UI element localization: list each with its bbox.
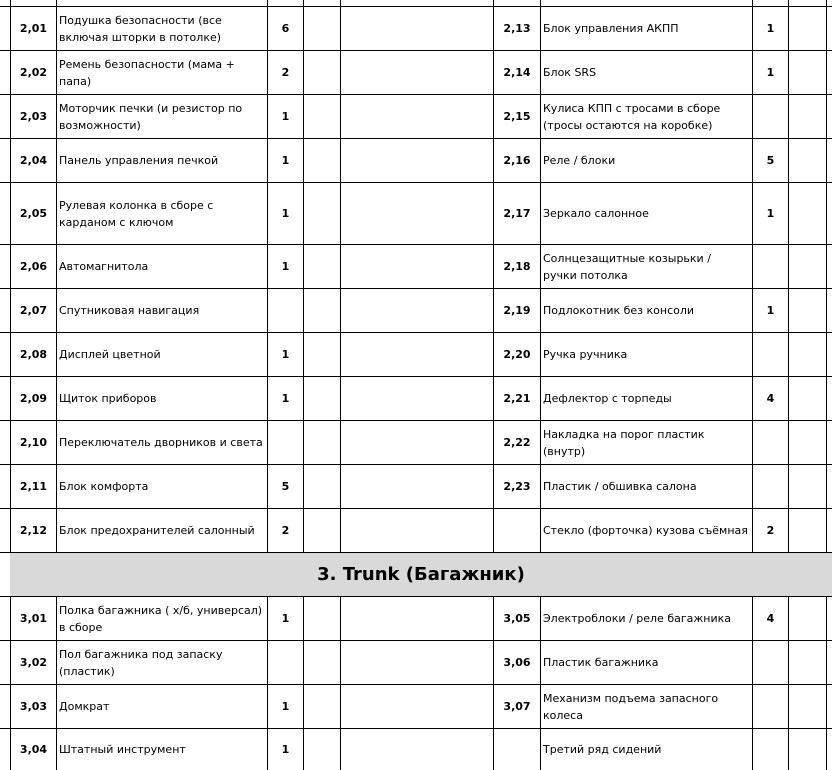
right-item-qty[interactable] bbox=[753, 139, 788, 182]
left-item-qty[interactable] bbox=[268, 7, 303, 50]
left-empty-cell[interactable] bbox=[304, 7, 340, 50]
left-empty-cell[interactable] bbox=[304, 139, 340, 182]
left-item-number[interactable] bbox=[11, 7, 56, 50]
left-empty-cell[interactable] bbox=[341, 509, 493, 552]
left-empty-cell[interactable] bbox=[304, 95, 340, 138]
left-item-number[interactable] bbox=[11, 333, 56, 376]
left-item-qty-text: 1 bbox=[281, 700, 290, 713]
left-item-qty-text: 1 bbox=[281, 154, 290, 167]
right-item-number-text: 2,18 bbox=[503, 260, 531, 273]
right-empty-cell[interactable] bbox=[789, 51, 826, 94]
right-item-qty-text: 5 bbox=[766, 154, 775, 167]
right-item-qty[interactable] bbox=[753, 289, 788, 332]
right-item-number-text: 2,14 bbox=[503, 66, 531, 79]
right-empty-cell[interactable] bbox=[789, 377, 826, 420]
left-item-number-text: 2,12 bbox=[19, 524, 48, 537]
left-item-name[interactable] bbox=[57, 245, 267, 288]
left-empty-cell[interactable] bbox=[341, 421, 493, 464]
left-item-name[interactable] bbox=[57, 597, 267, 640]
right-item-name-text: Блок управления АКПП bbox=[543, 22, 679, 35]
left-item-name-text: Блок комфорта bbox=[59, 480, 149, 493]
right-empty-cell[interactable] bbox=[789, 333, 826, 376]
left-item-name[interactable] bbox=[57, 289, 267, 332]
right-item-number[interactable] bbox=[494, 377, 540, 420]
right-empty-cell[interactable] bbox=[789, 509, 826, 552]
left-empty-cell[interactable] bbox=[304, 289, 340, 332]
left-empty-cell[interactable] bbox=[341, 377, 493, 420]
right-item-number[interactable] bbox=[494, 641, 540, 684]
right-empty-cell[interactable] bbox=[789, 729, 826, 770]
left-item-number[interactable] bbox=[11, 685, 56, 728]
left-item-name[interactable] bbox=[57, 465, 267, 508]
right-item-number[interactable] bbox=[494, 95, 540, 138]
section-header bbox=[10, 553, 832, 596]
left-item-number[interactable] bbox=[11, 51, 56, 94]
left-item-name[interactable] bbox=[57, 641, 267, 684]
left-item-qty-text: 1 bbox=[281, 260, 290, 273]
left-item-qty[interactable] bbox=[268, 685, 303, 728]
left-item-number-text: 3,02 bbox=[19, 656, 48, 669]
left-item-name[interactable] bbox=[57, 421, 267, 464]
left-item-number-text: 2,03 bbox=[19, 110, 48, 123]
left-item-name-text: Подушка безопасности (все включая шторки в потолке) bbox=[59, 13, 222, 44]
right-item-name[interactable] bbox=[541, 51, 752, 94]
left-item-qty[interactable] bbox=[268, 377, 303, 420]
right-item-qty[interactable] bbox=[753, 421, 788, 464]
right-item-qty[interactable] bbox=[753, 685, 788, 728]
right-item-qty[interactable] bbox=[753, 333, 788, 376]
left-item-number[interactable] bbox=[11, 597, 56, 640]
left-item-name-text: Щиток приборов bbox=[59, 392, 157, 405]
right-empty-cell[interactable] bbox=[789, 421, 826, 464]
right-item-number[interactable] bbox=[494, 289, 540, 332]
left-item-qty[interactable] bbox=[268, 333, 303, 376]
left-item-name-text: Спутниковая навигация bbox=[59, 304, 200, 317]
left-item-qty-text: 1 bbox=[281, 348, 290, 361]
left-item-number[interactable] bbox=[11, 509, 56, 552]
left-item-name-text: Пол багажника под запаску (пластик) bbox=[59, 647, 223, 678]
left-item-number-text: 2,11 bbox=[19, 480, 48, 493]
right-item-qty-text: 4 bbox=[766, 392, 775, 405]
right-item-number-text: 2,19 bbox=[503, 304, 531, 317]
right-item-number-text: 2,21 bbox=[503, 392, 531, 405]
left-empty-cell[interactable] bbox=[341, 465, 493, 508]
right-item-number[interactable] bbox=[494, 51, 540, 94]
right-item-name[interactable] bbox=[541, 95, 752, 138]
left-empty-cell[interactable] bbox=[304, 51, 340, 94]
left-item-name-text: Моторчик печки (и резистор по возможности) bbox=[59, 101, 243, 132]
left-empty-cell[interactable] bbox=[304, 245, 340, 288]
left-item-qty-text: 1 bbox=[281, 207, 290, 220]
right-item-qty-text: 1 bbox=[766, 207, 775, 220]
left-item-qty[interactable] bbox=[268, 421, 303, 464]
left-item-number-text: 2,07 bbox=[19, 304, 48, 317]
left-empty-cell[interactable] bbox=[304, 597, 340, 640]
right-empty-cell[interactable] bbox=[789, 7, 826, 50]
right-item-name[interactable] bbox=[541, 377, 752, 420]
right-item-number[interactable] bbox=[494, 139, 540, 182]
left-item-qty[interactable] bbox=[268, 245, 303, 288]
left-item-name-text: Дисплей цветной bbox=[59, 348, 161, 361]
left-item-name-text: Блок предохранителей салонный bbox=[59, 524, 255, 537]
left-item-qty[interactable] bbox=[268, 641, 303, 684]
right-empty-cell[interactable] bbox=[789, 641, 826, 684]
left-item-number-text: 2,06 bbox=[19, 260, 48, 273]
left-empty-cell[interactable] bbox=[341, 641, 493, 684]
right-item-number[interactable] bbox=[494, 333, 540, 376]
left-empty-cell[interactable] bbox=[341, 183, 493, 244]
right-item-number[interactable] bbox=[494, 183, 540, 244]
right-item-name[interactable] bbox=[541, 289, 752, 332]
right-item-number-text: 2,16 bbox=[503, 154, 531, 167]
right-item-number-text: 3,05 bbox=[503, 612, 531, 625]
left-item-name-text: Полка багажника ( х/б, универсал) в сборе bbox=[59, 603, 263, 634]
left-item-number-text: 3,04 bbox=[19, 743, 48, 756]
right-item-qty[interactable] bbox=[753, 183, 788, 244]
left-item-number[interactable] bbox=[11, 245, 56, 288]
right-item-name[interactable] bbox=[541, 685, 752, 728]
right-item-qty[interactable] bbox=[753, 509, 788, 552]
left-empty-cell[interactable] bbox=[341, 597, 493, 640]
right-item-number[interactable] bbox=[494, 421, 540, 464]
right-empty-cell[interactable] bbox=[789, 289, 826, 332]
left-empty-cell[interactable] bbox=[341, 95, 493, 138]
left-item-number[interactable] bbox=[11, 421, 56, 464]
right-item-name-text: Третий ряд сидений bbox=[543, 743, 662, 756]
left-item-qty[interactable] bbox=[268, 597, 303, 640]
left-item-name[interactable] bbox=[57, 333, 267, 376]
left-item-number[interactable] bbox=[11, 641, 56, 684]
left-empty-cell[interactable] bbox=[341, 51, 493, 94]
right-item-name-text: Ручка ручника bbox=[543, 348, 628, 361]
left-item-name[interactable] bbox=[57, 139, 267, 182]
left-empty-cell[interactable] bbox=[341, 139, 493, 182]
right-empty-cell[interactable] bbox=[789, 95, 826, 138]
right-item-name-text: Кулиса КПП с тросами в сборе (тросы остаются на коробке) bbox=[543, 101, 721, 132]
left-item-qty[interactable] bbox=[268, 729, 303, 770]
left-item-number-text: 2,04 bbox=[19, 154, 48, 167]
left-item-number-text: 2,01 bbox=[19, 22, 48, 35]
left-item-qty[interactable] bbox=[268, 139, 303, 182]
right-item-name-text: Дефлектор с торпеды bbox=[543, 392, 672, 405]
left-item-number-text: 2,02 bbox=[19, 66, 48, 79]
left-empty-cell[interactable] bbox=[304, 421, 340, 464]
left-empty-cell[interactable] bbox=[304, 509, 340, 552]
right-item-number-text: 2,20 bbox=[503, 348, 531, 361]
right-item-name[interactable] bbox=[541, 333, 752, 376]
left-item-number-text: 3,03 bbox=[19, 700, 48, 713]
left-item-number-text: 2,08 bbox=[19, 348, 48, 361]
left-item-number-text: 2,05 bbox=[19, 207, 48, 220]
left-item-qty[interactable] bbox=[268, 183, 303, 244]
left-item-qty-text: 1 bbox=[281, 110, 290, 123]
right-item-number-text: 2,15 bbox=[503, 110, 531, 123]
right-item-number[interactable] bbox=[494, 245, 540, 288]
right-item-name[interactable] bbox=[541, 597, 752, 640]
left-item-name[interactable] bbox=[57, 377, 267, 420]
left-item-number-text: 2,09 bbox=[19, 392, 48, 405]
left-item-qty-text: 6 bbox=[281, 22, 290, 35]
left-empty-cell[interactable] bbox=[304, 465, 340, 508]
left-item-name[interactable] bbox=[57, 51, 267, 94]
right-empty-cell[interactable] bbox=[789, 597, 826, 640]
right-item-name[interactable] bbox=[541, 421, 752, 464]
right-item-qty[interactable] bbox=[753, 377, 788, 420]
right-item-number-text: 2,13 bbox=[503, 22, 531, 35]
right-item-name[interactable] bbox=[541, 465, 752, 508]
right-item-qty-text: 4 bbox=[766, 612, 775, 625]
right-item-qty-text: 2 bbox=[766, 524, 775, 537]
right-item-qty[interactable] bbox=[753, 7, 788, 50]
section-title: 3. Trunk (Багажник) bbox=[317, 564, 525, 585]
right-item-name-text: Пластик багажника bbox=[543, 656, 659, 669]
left-empty-cell[interactable] bbox=[341, 289, 493, 332]
right-item-name-text: Механизм подъема запасного колеса bbox=[543, 691, 719, 722]
left-item-qty[interactable] bbox=[268, 509, 303, 552]
right-item-name-text: Пластик / обшивка салона bbox=[543, 480, 697, 493]
left-item-name[interactable] bbox=[57, 95, 267, 138]
right-item-qty[interactable] bbox=[753, 51, 788, 94]
left-empty-cell[interactable] bbox=[341, 7, 493, 50]
right-item-name-text: Электроблоки / реле багажника bbox=[543, 612, 732, 625]
right-item-name-text: Блок SRS bbox=[543, 66, 597, 79]
right-item-number-text: 2,22 bbox=[503, 436, 531, 449]
right-item-qty-text: 1 bbox=[766, 304, 775, 317]
left-item-name[interactable] bbox=[57, 183, 267, 244]
left-empty-cell[interactable] bbox=[341, 729, 493, 770]
left-item-qty-text: 1 bbox=[281, 743, 290, 756]
right-empty-cell[interactable] bbox=[789, 465, 826, 508]
left-item-name[interactable] bbox=[57, 509, 267, 552]
right-empty-cell[interactable] bbox=[789, 183, 826, 244]
right-item-number[interactable] bbox=[494, 465, 540, 508]
left-item-number[interactable] bbox=[11, 139, 56, 182]
left-item-name[interactable] bbox=[57, 685, 267, 728]
left-empty-cell[interactable] bbox=[304, 641, 340, 684]
left-item-qty-text: 2 bbox=[281, 66, 290, 79]
left-empty-cell[interactable] bbox=[341, 333, 493, 376]
right-item-number[interactable] bbox=[494, 509, 540, 552]
right-item-name-text: Зеркало салонное bbox=[543, 207, 649, 220]
right-item-number[interactable] bbox=[494, 597, 540, 640]
column-divider bbox=[826, 0, 827, 770]
left-item-name-text: Рулевая колонка в сборе с карданом с ключом bbox=[59, 198, 214, 229]
right-item-qty-text: 1 bbox=[766, 66, 775, 79]
right-item-name[interactable] bbox=[541, 183, 752, 244]
left-item-qty-text: 1 bbox=[281, 612, 290, 625]
right-item-qty-text: 1 bbox=[766, 22, 775, 35]
left-empty-cell[interactable] bbox=[304, 333, 340, 376]
right-item-name-text: Солнцезащитные козырьки / ручки потолка bbox=[543, 251, 711, 282]
left-item-number-text: 3,01 bbox=[19, 612, 48, 625]
right-empty-cell[interactable] bbox=[789, 245, 826, 288]
right-item-number[interactable] bbox=[494, 7, 540, 50]
left-item-qty[interactable] bbox=[268, 95, 303, 138]
right-item-name[interactable] bbox=[541, 245, 752, 288]
right-item-name-text: Реле / блоки bbox=[543, 154, 616, 167]
right-item-qty[interactable] bbox=[753, 729, 788, 770]
left-item-name-text: Штатный инструмент bbox=[59, 743, 186, 756]
left-item-name-text: Переключатель дворников и света bbox=[59, 436, 263, 449]
right-item-number-text: 3,07 bbox=[503, 700, 531, 713]
right-item-qty[interactable] bbox=[753, 641, 788, 684]
left-item-name-text: Домкрат bbox=[59, 700, 110, 713]
left-item-name-text: Панель управления печкой bbox=[59, 154, 219, 167]
left-item-qty[interactable] bbox=[268, 289, 303, 332]
left-empty-cell[interactable] bbox=[341, 685, 493, 728]
left-item-number[interactable] bbox=[11, 729, 56, 770]
left-item-qty-text: 1 bbox=[281, 392, 290, 405]
left-item-name[interactable] bbox=[57, 729, 267, 770]
left-empty-cell[interactable] bbox=[304, 377, 340, 420]
right-item-name[interactable] bbox=[541, 729, 752, 770]
left-item-number[interactable] bbox=[11, 183, 56, 244]
right-item-number-text: 2,17 bbox=[503, 207, 531, 220]
right-item-qty[interactable] bbox=[753, 597, 788, 640]
left-empty-cell[interactable] bbox=[304, 729, 340, 770]
left-item-number[interactable] bbox=[11, 377, 56, 420]
left-item-qty-text: 2 bbox=[281, 524, 290, 537]
left-empty-cell[interactable] bbox=[304, 183, 340, 244]
left-item-name-text: Ремень безопасности (мама + папа) bbox=[59, 57, 235, 88]
right-item-name[interactable] bbox=[541, 139, 752, 182]
left-item-number-text: 2,10 bbox=[19, 436, 48, 449]
left-item-name[interactable] bbox=[57, 7, 267, 50]
right-item-number[interactable] bbox=[494, 685, 540, 728]
right-empty-cell[interactable] bbox=[789, 685, 826, 728]
right-item-name[interactable] bbox=[541, 7, 752, 50]
right-item-name[interactable] bbox=[541, 641, 752, 684]
left-item-qty[interactable] bbox=[268, 465, 303, 508]
left-item-number[interactable] bbox=[11, 95, 56, 138]
left-item-name-text: Автомагнитола bbox=[59, 260, 149, 273]
left-item-qty[interactable] bbox=[268, 51, 303, 94]
right-item-qty[interactable] bbox=[753, 245, 788, 288]
right-item-name[interactable] bbox=[541, 509, 752, 552]
left-item-number[interactable] bbox=[11, 465, 56, 508]
right-item-name-text: Накладка на порог пластик (внутр) bbox=[543, 427, 705, 458]
right-item-qty[interactable] bbox=[753, 95, 788, 138]
left-empty-cell[interactable] bbox=[341, 245, 493, 288]
left-item-number[interactable] bbox=[11, 289, 56, 332]
left-item-qty-text: 5 bbox=[281, 480, 290, 493]
right-item-qty[interactable] bbox=[753, 465, 788, 508]
right-item-number-text: 2,23 bbox=[503, 480, 531, 493]
left-empty-cell[interactable] bbox=[304, 685, 340, 728]
right-item-name-text: Стекло (форточка) кузова съёмная bbox=[543, 524, 748, 537]
right-empty-cell[interactable] bbox=[789, 139, 826, 182]
right-item-number-text: 3,06 bbox=[503, 656, 531, 669]
right-item-name-text: Подлокотник без консоли bbox=[543, 304, 695, 317]
right-item-number[interactable] bbox=[494, 729, 540, 770]
